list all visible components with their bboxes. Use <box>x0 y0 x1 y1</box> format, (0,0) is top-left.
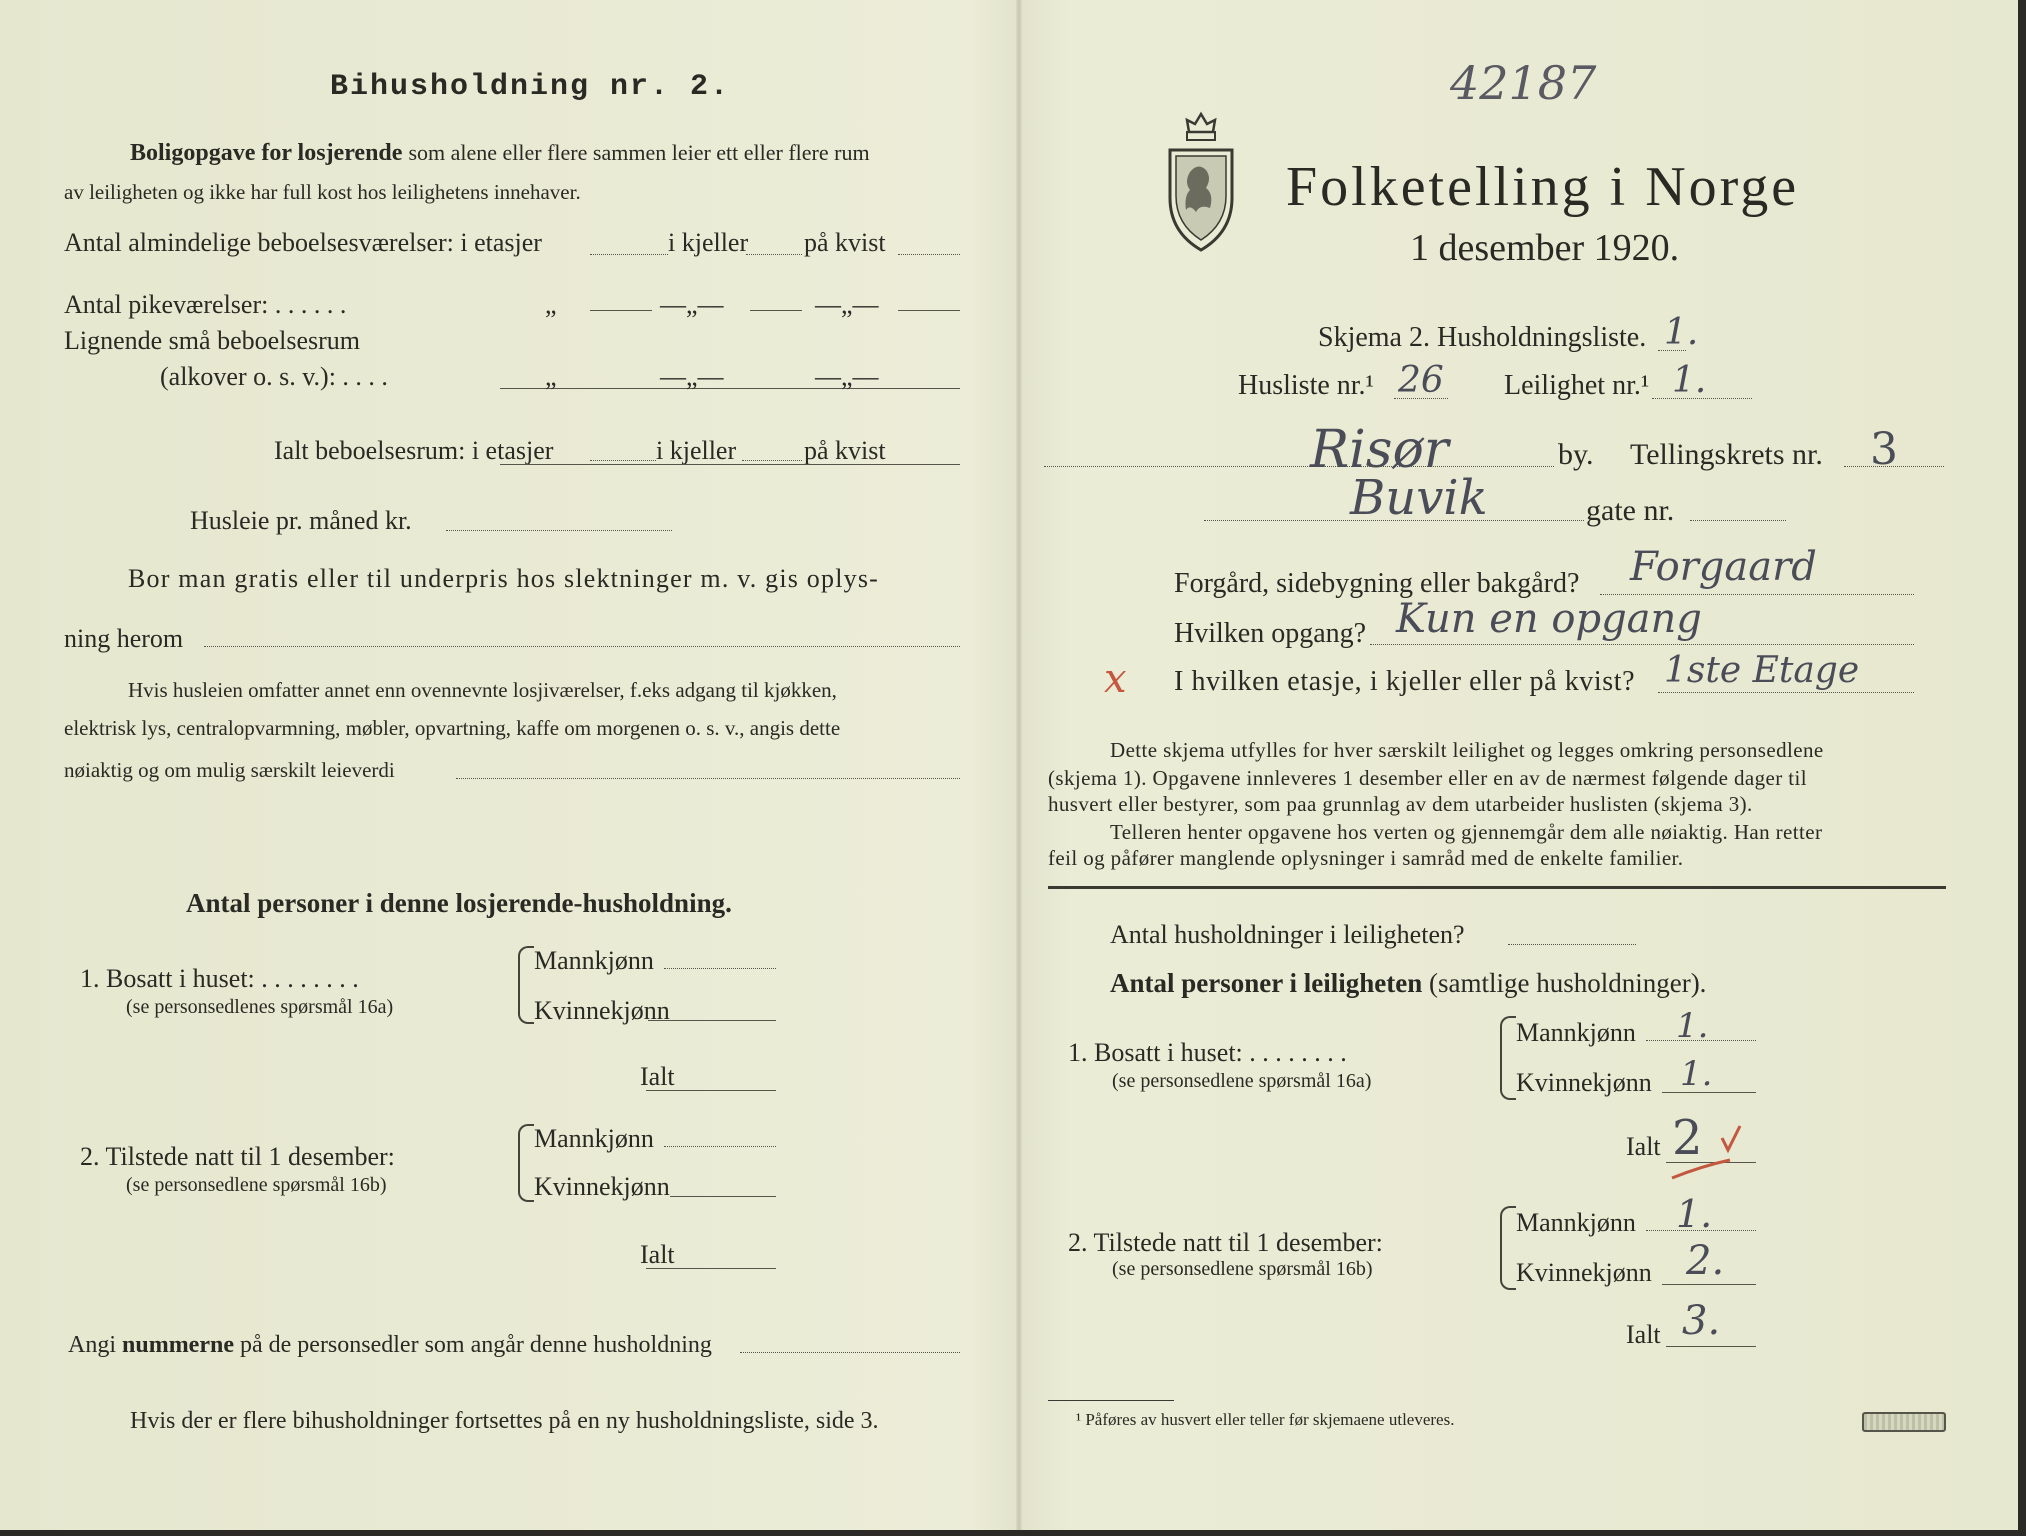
right-opgang: Hvilken opgang? <box>1174 618 1367 649</box>
right-q1-kvinne: Kvinnekjønn <box>1516 1068 1652 1097</box>
right-info-4: Telleren henter opgavene hos verten og gjennemgår dem alle nøiaktig. Han retter <box>1110 820 1823 844</box>
right-husliste: Husliste nr.¹ <box>1238 370 1374 401</box>
right-q1-ialt: Ialt <box>1626 1132 1661 1161</box>
right-forgard: Forgård, sidebygning eller bakgård? <box>1174 568 1580 599</box>
right-info-1: Dette skjema utfylles for hver særskilt leilighet og legges omkring personsedlene <box>1110 738 1824 762</box>
left-row2-ditto: „ <box>545 290 557 319</box>
field-husleie[interactable] <box>446 530 672 531</box>
left-intro-rest: som alene eller flere sammen leier ett eller flere rum <box>408 140 870 165</box>
right-q2-mann-value: 1. <box>1676 1192 1713 1236</box>
field-ialt-etasjer[interactable] <box>590 460 656 461</box>
opgang-value: Kun en opgang <box>1396 596 1702 642</box>
field-forgard[interactable] <box>1600 594 1914 595</box>
left-intro-bold: Boligopgave for losjerende <box>130 140 403 166</box>
right-info-5: feil og påfører manglende oplysninger i samråd med de enkelte familier. <box>1048 846 1684 870</box>
husholdningsliste-value: 1. <box>1664 312 1699 353</box>
field-etasjer[interactable] <box>590 254 668 255</box>
field-etasje[interactable] <box>1658 692 1914 693</box>
left-hvis-line3: nøiaktig og om mulig særskilt leieverdi <box>64 758 395 782</box>
left-q1-ialt: Ialt <box>640 1062 675 1091</box>
left-row1-label: Antal almindelige beboelsesværelser: i etasjer <box>64 228 542 257</box>
left-row2-label: Antal pikeværelser: . . . . . . <box>64 290 347 319</box>
field-right-q2-kvinne[interactable] <box>1662 1284 1756 1285</box>
left-ialt-kjeller: i kjeller <box>656 436 737 465</box>
right-skjema: Skjema 2. Husholdningsliste. <box>1318 322 1647 353</box>
left-angi <box>68 1332 712 1359</box>
gate-value: Buvik <box>1350 470 1488 526</box>
leilighet-value: 1. <box>1672 360 1707 401</box>
right-date: 1 desember 1920. <box>1410 227 1680 269</box>
section-divider <box>1048 886 1946 889</box>
field-bor[interactable] <box>204 646 960 647</box>
forgard-value: Forgaard <box>1630 544 1817 590</box>
left-husleie-label: Husleie pr. måned kr. <box>190 506 412 535</box>
left-intro <box>130 140 870 167</box>
right-antal-pers-bold: Antal personer i leiligheten <box>1110 968 1423 998</box>
archive-number: 42187 <box>1450 56 1597 110</box>
right-antal-hush: Antal husholdninger i leiligheten? <box>1110 920 1465 949</box>
right-q1-mann: Mannkjønn <box>1516 1018 1636 1047</box>
footnote-rule <box>1048 1400 1174 1401</box>
left-angi-a: Angi <box>68 1332 116 1358</box>
left-row3-ditto: „ <box>545 362 557 391</box>
right-gate: gate nr. <box>1586 494 1675 527</box>
left-intro-line2: av leiligheten og ikke har full kost hos leilighetens innehaver. <box>64 180 581 204</box>
field-row2-kjeller[interactable] <box>750 310 802 311</box>
field-row3-base <box>500 388 960 389</box>
field-antal-hush[interactable] <box>1508 944 1636 945</box>
by-value: Risør <box>1310 420 1449 480</box>
red-check-mark <box>1666 1122 1756 1184</box>
right-q2-brace <box>1500 1206 1516 1290</box>
field-gate-nr[interactable] <box>1690 520 1786 521</box>
right-antal-pers <box>1110 968 1706 999</box>
right-title: Folketelling i Norge <box>1286 156 1800 218</box>
left-q2-brace <box>518 1124 534 1202</box>
left-q1-brace <box>518 946 534 1024</box>
right-etasje: I hvilken etasje, i kjeller eller på kvist? <box>1174 666 1636 697</box>
left-title: Bihusholdning nr. 2. <box>330 70 731 104</box>
left-hvis-line2: elektrisk lys, centralopvarmning, møbler, opvartning, kaffe om morgenen o. s. v., angis dette <box>64 716 841 740</box>
field-left-q1-kvinne[interactable] <box>648 1020 776 1021</box>
left-row1-kjeller: i kjeller <box>668 228 749 257</box>
right-q1-sub: (se personsedlene spørsmål 16a) <box>1112 1070 1372 1092</box>
right-q1-brace <box>1500 1016 1516 1100</box>
coat-of-arms-icon <box>1160 110 1242 260</box>
etasje-value: 1ste Etage <box>1664 650 1860 691</box>
left-footer: Hvis der er flere bihusholdninger fortsettes på en ny husholdningsliste, side 3. <box>130 1408 879 1434</box>
left-row2-dash1: —„— <box>660 290 724 319</box>
left-q1-kvinne: Kvinnekjønn <box>534 996 670 1025</box>
left-row3-label-a: Lignende små beboelsesrum <box>64 326 361 355</box>
left-q2: 2. Tilstede natt til 1 desember: <box>80 1142 395 1171</box>
right-q1-mann-value: 1. <box>1676 1006 1709 1046</box>
field-left-q1-ialt[interactable] <box>646 1090 776 1091</box>
etasje-red-mark: x <box>1104 656 1127 702</box>
left-row2-dash2: —„— <box>815 290 879 319</box>
right-q2-kvinne: Kvinnekjønn <box>1516 1258 1652 1287</box>
left-row1-kvist: på kvist <box>804 228 886 257</box>
field-left-q2-mann[interactable] <box>664 1146 776 1147</box>
field-kvist[interactable] <box>898 254 960 255</box>
left-row3-dash1: —„— <box>660 362 724 391</box>
left-q1: 1. Bosatt i huset: . . . . . . . . <box>80 964 359 993</box>
right-q2-sub: (se personsedlene spørsmål 16b) <box>1112 1258 1373 1280</box>
krets-value: 3 <box>1870 424 1898 475</box>
left-ialt-label: Ialt beboelsesrum: i etasjer <box>274 436 554 465</box>
field-ialt-kjeller[interactable] <box>742 460 802 461</box>
left-q1-sub: (se personsedlenes spørsmål 16a) <box>126 996 394 1018</box>
field-row2-etasjer[interactable] <box>590 310 652 311</box>
right-q2-kvinne-value: 2. <box>1686 1238 1725 1284</box>
right-q1-kvinne-value: 1. <box>1680 1054 1713 1094</box>
left-q2-mann: Mannkjønn <box>534 1124 654 1153</box>
field-by[interactable] <box>1044 466 1554 467</box>
printer-stamp <box>1862 1412 1946 1432</box>
left-q2-kvinne: Kvinnekjønn <box>534 1172 670 1201</box>
right-q2-ialt: Ialt <box>1626 1320 1661 1349</box>
left-bor-line2: ning herom <box>64 624 184 653</box>
field-left-q2-kvinne[interactable] <box>670 1196 776 1197</box>
right-info-2: (skjema 1). Opgavene innleveres 1 desember eller en av de nærmest følgende dager til <box>1048 766 1807 790</box>
right-leilighet: Leilighet nr.¹ <box>1504 370 1650 401</box>
field-angi[interactable] <box>740 1352 960 1353</box>
right-krets: Tellingskrets nr. <box>1630 438 1823 471</box>
right-by: by. <box>1558 438 1594 471</box>
left-q2-ialt: Ialt <box>640 1240 675 1269</box>
right-q2: 2. Tilstede natt til 1 desember: <box>1068 1228 1383 1257</box>
left-q1-mann: Mannkjønn <box>534 946 654 975</box>
right-q2-ialt-value: 3. <box>1682 1298 1721 1344</box>
page-fold <box>1016 0 1022 1530</box>
right-q1: 1. Bosatt i huset: . . . . . . . . <box>1068 1038 1347 1067</box>
right-footnote: ¹ Påføres av husvert eller teller før skjemaene utleveres. <box>1076 1410 1455 1429</box>
field-left-q2-ialt[interactable] <box>646 1268 776 1269</box>
right-q2-mann: Mannkjønn <box>1516 1208 1636 1237</box>
right-info-3: husvert eller bestyrer, som paa grunnlag av dem utarbeider huslisten (skjema 3). <box>1048 792 1753 816</box>
right-q1-ialt-value: 2 <box>1672 1110 1703 1166</box>
field-kjeller[interactable] <box>746 254 802 255</box>
field-leieverdi[interactable] <box>456 778 960 779</box>
right-antal-pers-rest: (samtlige husholdninger). <box>1428 968 1707 998</box>
field-opgang[interactable] <box>1370 644 1914 645</box>
field-row2-kvist[interactable] <box>898 310 960 311</box>
left-q2-sub: (se personsedlene spørsmål 16b) <box>126 1174 387 1196</box>
field-right-q2-ialt[interactable] <box>1666 1346 1756 1347</box>
husliste-value: 26 <box>1398 360 1444 401</box>
left-row3-label-b: (alkover o. s. v.): . . . . <box>160 362 388 391</box>
left-personer-title: Antal personer i denne losjerende-husholdning. <box>186 888 732 918</box>
ialt-underline <box>500 464 960 465</box>
field-left-q1-mann[interactable] <box>664 968 776 969</box>
left-angi-b: nummerne <box>122 1332 234 1358</box>
left-bor-line1: Bor man gratis eller til underpris hos slektninger m. v. gis oplys- <box>128 564 880 593</box>
left-ialt-kvist: på kvist <box>804 436 886 465</box>
left-angi-c: på de personsedler som angår denne husholdning <box>239 1332 712 1358</box>
left-row3-dash2: —„— <box>815 362 879 391</box>
left-hvis-line1: Hvis husleien omfatter annet enn ovennevnte losjiværelser, f.eks adgang til kjøkken, <box>128 678 837 702</box>
